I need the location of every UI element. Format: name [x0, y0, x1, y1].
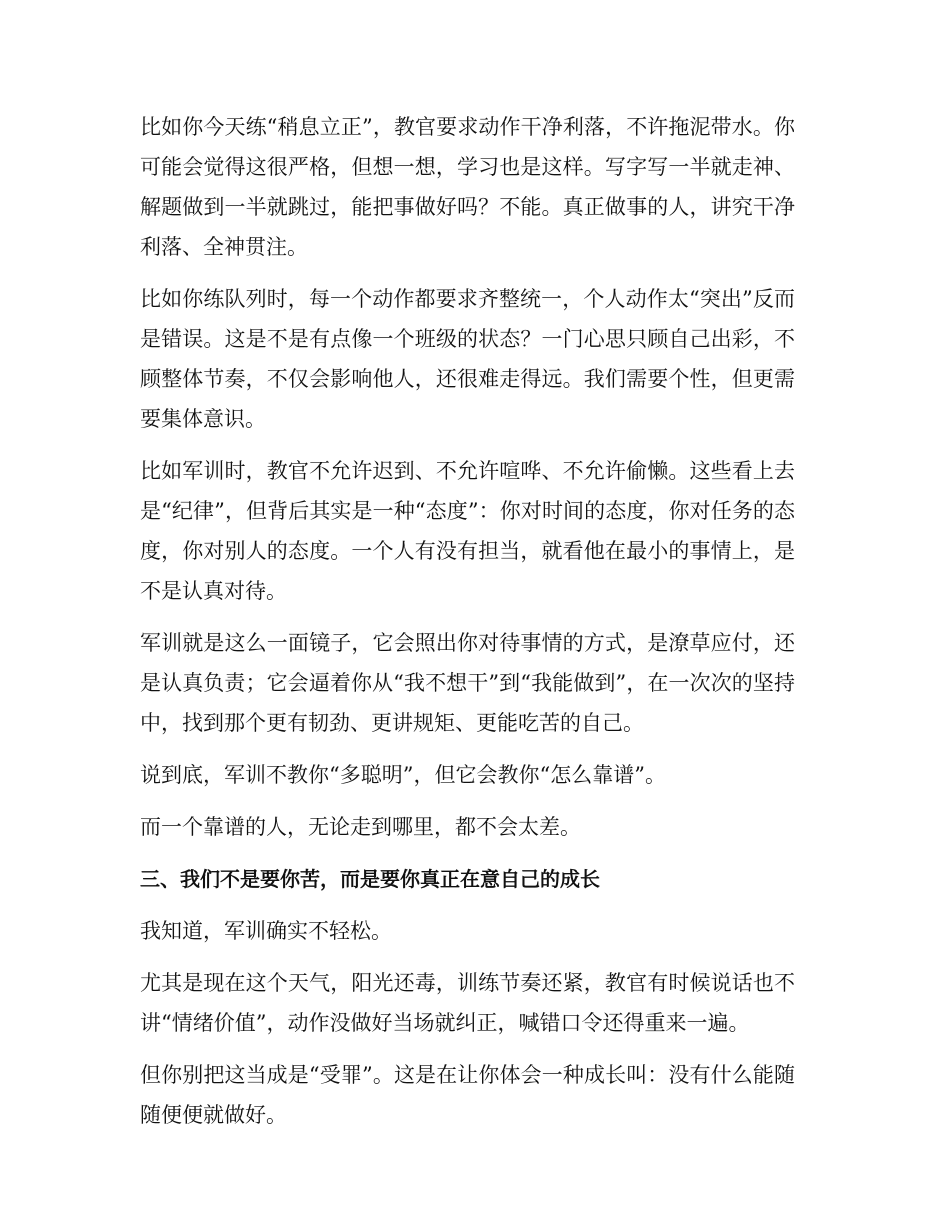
paragraph: 比如军训时，教官不允许迟到、不允许喧哗、不允许偷懒。这些看上去是“纪律”，但背后其实是一种“态度”：你对时间的态度，你对任务的态度，你对别人的态度。一个人有没有担当，就看他在最小的事情上，是不是认真对待。 [140, 459, 795, 603]
paragraph: 比如你今天练“稍息立正”，教官要求动作干净利落，不许拖泥带水。你可能会觉得这很严格，但想一想，学习也是这样。写字写一半就走神、解题做到一半就跳过，能把事做好吗？不能。真正做事的人，讲究干净利落、全神贯注。 [140, 115, 795, 259]
paragraph: 军训就是这么一面镜子，它会照出你对待事情的方式，是潦草应付，还是认真负责；它会逼着你从“我不想干”到“我能做到”，在一次次的坚持中，找到那个更有韧劲、更讲规矩、更能吃苦的自己。 [140, 631, 795, 735]
paragraph: 我知道，军训确实不轻松。 [140, 919, 392, 943]
paragraph: 尤其是现在这个天气，阳光还毒，训练节奏还紧，教官有时候说话也不讲“情绪价值”，动作没做好当场就纠正，喊错口令还得重来一遍。 [140, 971, 795, 1035]
paragraph: 比如你练队列时，每一个动作都要求齐整统一，个人动作太“突出”反而是错误。这是不是有点像一个班级的状态？一门心思只顾自己出彩，不顾整体节奏，不仅会影响他人，还很难走得远。我们需要个性，但更需要集体意识。 [140, 287, 795, 431]
document-body [140, 107, 795, 1147]
paragraph: 但你别把这当成是“受罪”。这是在让你体会一种成长叫：没有什么能随随便便就做好。 [140, 1063, 795, 1127]
section-heading: 三、我们不是要你苦，而是要你真正在意自己的成长 [140, 867, 600, 891]
paragraph: 而一个靠谱的人，无论走到哪里，都不会太差。 [140, 815, 581, 839]
paragraph: 说到底，军训不教你“多聪明”，但它会教你“怎么靠谱”。 [140, 763, 666, 787]
